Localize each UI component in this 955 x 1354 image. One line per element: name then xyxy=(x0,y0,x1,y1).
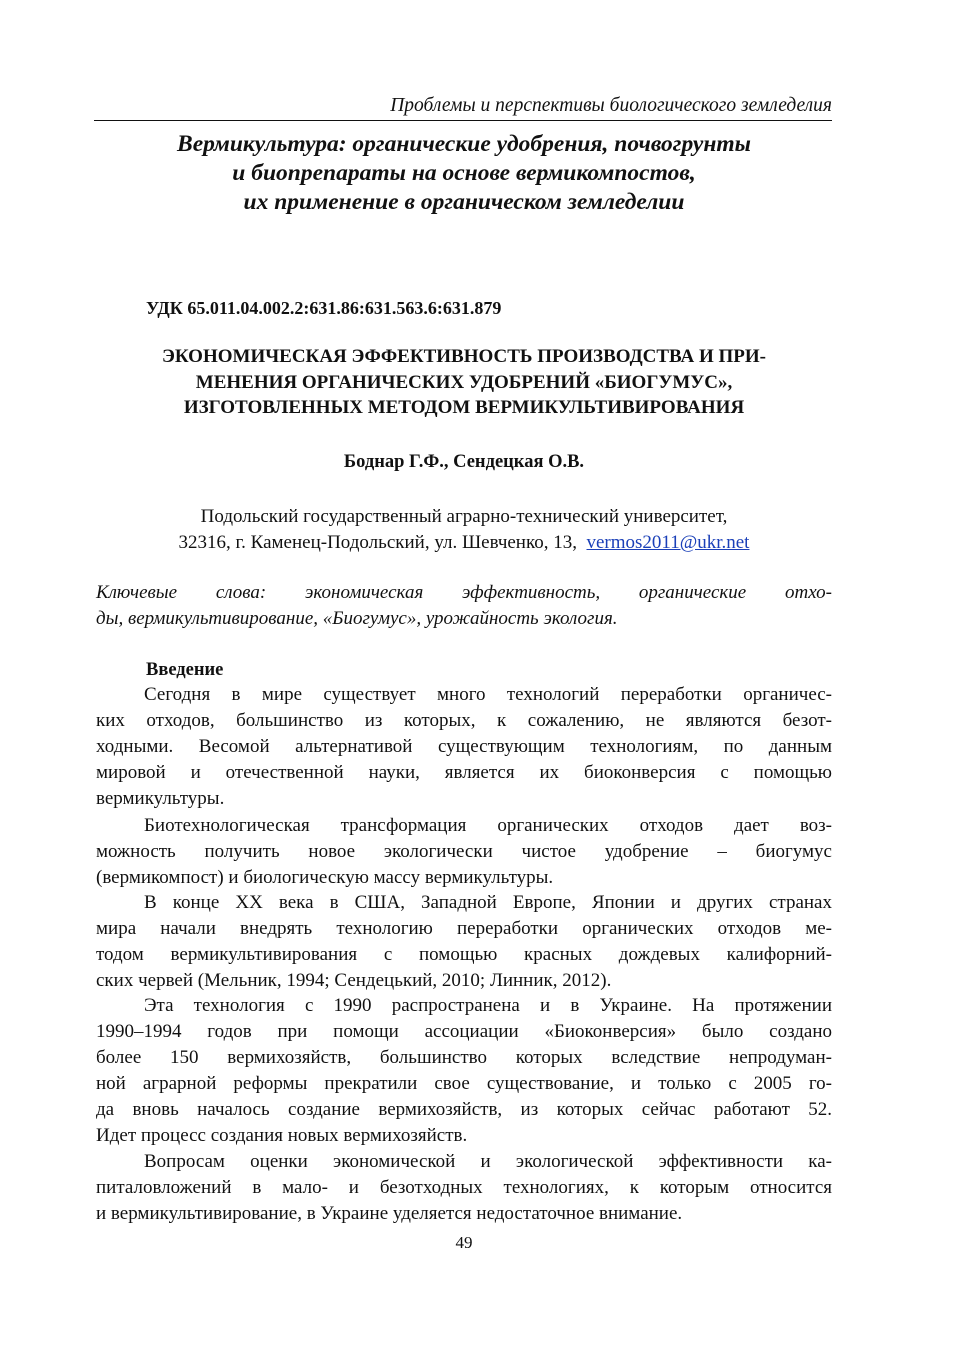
article-title xyxy=(96,344,832,421)
body-line: вермикультуры. xyxy=(96,788,225,809)
body-line: Вопросам оценки экономической и экологической эффективности ка- xyxy=(144,1151,832,1172)
body-line: ходными. Весомой альтернативой существующим технологиям, по данным xyxy=(96,736,832,757)
body-line: можность получить новое экологически чистое удобрение – биогумус xyxy=(96,841,832,862)
section-title-line: и биопрепараты на основе вермикомпостов, xyxy=(232,160,696,186)
keywords-line: Ключевые слова: экономическая эффективность, органические отхо- xyxy=(96,582,832,603)
body-line: Биотехнологическая трансформация органических отходов дает воз- xyxy=(144,815,832,836)
section-title-line: Вермикультура: органические удобрения, почвогрунты xyxy=(177,131,751,157)
body-line: более 150 вермихозяйств, большинство которых вследствие непродуман- xyxy=(96,1047,832,1068)
body-line: питаловложений в мало- и безотходных технологиях, к которым относится xyxy=(96,1177,832,1198)
affiliation-address: 32316, г. Каменец-Подольский, ул. Шевченко, 13, xyxy=(178,532,577,553)
body-line: мировой и отечественной науки, является их биоконверсия с помощью xyxy=(96,762,832,783)
email-link[interactable]: vermos2011@ukr.net xyxy=(586,532,750,553)
article-title-line: МЕНЕНИЯ ОРГАНИЧЕСКИХ УДОБРЕНИЙ «БИОГУМУС», xyxy=(195,371,733,393)
body-line: и вермикультивирование, в Украине уделяется недостаточное внимание. xyxy=(96,1203,683,1224)
body-line: Идет процесс создания новых вермихозяйств. xyxy=(96,1125,468,1146)
body-line: мира начали внедрять технологию переработки органических отходов ме- xyxy=(96,918,832,939)
section-title xyxy=(96,130,832,217)
body-line: ной аграрной реформы прекратили свое существование, и только с 2005 го- xyxy=(96,1073,832,1094)
body-line: Эта технология с 1990 распространена и в Украине. На протяжении xyxy=(144,995,832,1016)
article-title-line: ЭКОНОМИЧЕСКАЯ ЭФФЕКТИВНОСТЬ ПРОИЗВОДСТВА И ПРИ- xyxy=(161,346,767,367)
body-line: 1990–1994 годов при помощи ассоциации «Биоконверсия» было создано xyxy=(96,1021,832,1042)
header-rule xyxy=(94,120,832,121)
body-line: ких отходов, большинство из которых, к сожалению, не являются безот- xyxy=(96,710,832,731)
page-number: 49 xyxy=(455,1233,473,1252)
affiliation-line: Подольский государственный аграрно-технический университет, xyxy=(200,506,728,527)
body-line: (вермикомпост) и биологическую массу вермикультуры. xyxy=(96,867,554,888)
authors: Боднар Г.Ф., Сендецкая О.В. xyxy=(343,452,585,472)
intro-heading: Введение xyxy=(146,660,224,680)
running-head: Проблемы и перспективы биологического земледелия xyxy=(390,95,832,116)
body-line: да вновь началось создание вермихозяйств, из которых сейчас работают 52. xyxy=(96,1099,832,1120)
affiliation-line-address xyxy=(96,530,832,556)
body-line: ских червей (Мельник, 1994; Сендецький, 2010; Линник, 2012). xyxy=(96,970,612,991)
body-line: В конце XX века в США, Западной Европе, Японии и других странах xyxy=(144,892,832,913)
article-title-line: ИЗГОТОВЛЕННЫХ МЕТОДОМ ВЕРМИКУЛЬТИВИРОВАНИЯ xyxy=(183,397,745,418)
affiliation xyxy=(96,504,832,556)
body-line: Сегодня в мире существует много технологий переработки органичес- xyxy=(144,684,832,705)
keywords xyxy=(96,580,832,632)
section-title-line: их применение в органическом земледелии xyxy=(243,189,685,215)
udc-code: УДК 65.011.04.002.2:631.86:631.563.6:631.879 xyxy=(146,298,502,318)
keywords-line: ды, вермикультивирование, «Биогумус», урожайность экология. xyxy=(96,608,618,629)
body-line: тодом вермикультивирования с помощью красных дождевых калифорний- xyxy=(96,944,832,965)
